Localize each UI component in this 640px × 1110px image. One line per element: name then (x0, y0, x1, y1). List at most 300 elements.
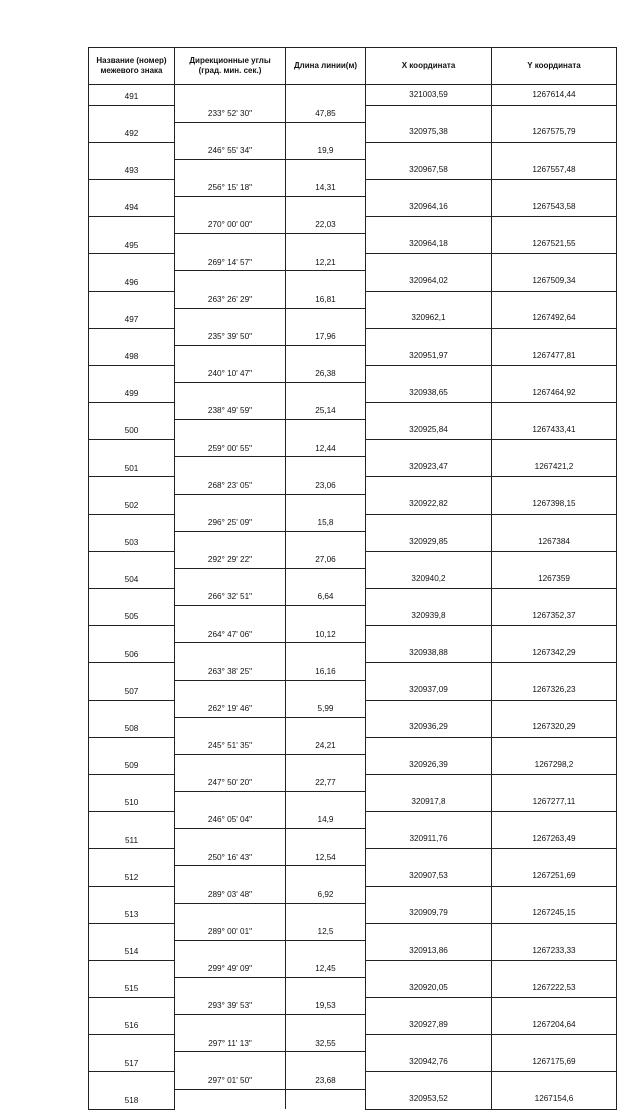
empty-cell (492, 849, 617, 866)
direction-angle: 266° 32' 51" (175, 589, 286, 606)
x-coordinate: 320953,52 (366, 1089, 492, 1109)
empty-cell (366, 626, 492, 643)
empty-cell (175, 159, 286, 179)
mark-number: 505 (89, 606, 175, 626)
direction-angle: 246° 05' 04" (175, 812, 286, 829)
empty-cell (492, 403, 617, 420)
table-row (89, 1089, 617, 1109)
empty-cell (175, 122, 286, 142)
empty-cell (366, 551, 492, 568)
empty-cell (175, 197, 286, 217)
empty-cell (286, 792, 366, 812)
y-coordinate: 1267263,49 (492, 829, 617, 849)
line-length: 12,44 (286, 440, 366, 457)
empty-cell (366, 365, 492, 382)
y-coordinate: 1267543,58 (492, 197, 617, 217)
direction-angle: 270° 00' 00" (175, 217, 286, 234)
line-length: 26,38 (286, 365, 366, 382)
empty-cell (492, 254, 617, 271)
table-row (89, 923, 617, 940)
empty-cell (89, 700, 175, 717)
empty-cell (89, 663, 175, 680)
y-coordinate: 1267233,33 (492, 940, 617, 960)
table-row (89, 774, 617, 791)
direction-angle: 233° 52' 30" (175, 105, 286, 122)
empty-cell (89, 589, 175, 606)
mark-number: 518 (89, 1089, 175, 1109)
empty-cell (366, 849, 492, 866)
empty-cell (175, 457, 286, 477)
x-coordinate: 320940,2 (366, 568, 492, 588)
empty-cell (366, 812, 492, 829)
y-coordinate: 1267614,44 (492, 85, 617, 106)
empty-cell (89, 923, 175, 940)
empty-cell (175, 420, 286, 440)
table-row (89, 626, 617, 643)
direction-angle: 235° 39' 50" (175, 328, 286, 345)
x-coordinate: 320938,65 (366, 383, 492, 403)
empty-cell (286, 978, 366, 998)
empty-cell (286, 345, 366, 365)
empty-cell (175, 680, 286, 700)
x-coordinate: 320920,05 (366, 978, 492, 998)
boundary-marks-table (88, 47, 617, 1110)
table-row (89, 1015, 617, 1035)
empty-cell (492, 886, 617, 903)
y-coordinate: 1267477,81 (492, 345, 617, 365)
line-length: 14,9 (286, 812, 366, 829)
empty-cell (366, 105, 492, 122)
empty-cell (89, 998, 175, 1015)
line-length: 47,85 (286, 105, 366, 122)
x-coordinate: 320929,85 (366, 531, 492, 551)
direction-angle: 297° 11' 13" (175, 1035, 286, 1052)
x-coordinate: 320964,18 (366, 234, 492, 254)
header-mark-number: Название (номер) межевого знака (89, 48, 175, 85)
y-coordinate: 1267575,79 (492, 122, 617, 142)
mark-number: 496 (89, 271, 175, 291)
empty-cell (366, 700, 492, 717)
table-row (89, 420, 617, 440)
table-row (89, 122, 617, 142)
table-row (89, 1035, 617, 1052)
table-row (89, 754, 617, 774)
y-coordinate: 1267352,37 (492, 606, 617, 626)
empty-cell (89, 142, 175, 159)
table-row (89, 457, 617, 477)
empty-cell (286, 234, 366, 254)
empty-cell (175, 792, 286, 812)
empty-cell (89, 626, 175, 643)
empty-cell (492, 551, 617, 568)
x-coordinate: 320909,79 (366, 903, 492, 923)
empty-cell (366, 663, 492, 680)
empty-cell (175, 866, 286, 886)
table-row (89, 737, 617, 754)
line-length: 19,9 (286, 142, 366, 159)
empty-cell (89, 217, 175, 234)
direction-angle: 264° 47' 06" (175, 626, 286, 643)
empty-cell (286, 829, 366, 849)
x-coordinate: 320975,38 (366, 122, 492, 142)
y-coordinate: 1267245,15 (492, 903, 617, 923)
empty-cell (492, 477, 617, 494)
mark-number: 499 (89, 383, 175, 403)
x-coordinate: 320942,76 (366, 1052, 492, 1072)
direction-angle: 293° 39' 53" (175, 998, 286, 1015)
empty-cell (175, 568, 286, 588)
empty-cell (366, 737, 492, 754)
empty-cell (286, 717, 366, 737)
mark-number: 504 (89, 568, 175, 588)
empty-cell (89, 551, 175, 568)
empty-cell (175, 1089, 286, 1109)
table-row (89, 700, 617, 717)
empty-cell (286, 420, 366, 440)
x-coordinate: 320938,88 (366, 643, 492, 663)
empty-cell (175, 345, 286, 365)
empty-cell (492, 365, 617, 382)
mark-number: 514 (89, 940, 175, 960)
empty-cell (89, 812, 175, 829)
empty-cell (366, 291, 492, 308)
empty-cell (89, 1072, 175, 1089)
table-row (89, 217, 617, 234)
empty-cell (492, 1072, 617, 1089)
direction-angle: 268° 23' 05" (175, 477, 286, 494)
x-coordinate: 320964,02 (366, 271, 492, 291)
table-row (89, 960, 617, 977)
empty-cell (89, 774, 175, 791)
empty-cell (89, 179, 175, 196)
x-coordinate: 320917,8 (366, 792, 492, 812)
table-row (89, 234, 617, 254)
mark-number: 492 (89, 122, 175, 142)
empty-cell (366, 998, 492, 1015)
direction-angle: 263° 38' 25" (175, 663, 286, 680)
table-row (89, 531, 617, 551)
table-row (89, 254, 617, 271)
line-length: 6,92 (286, 886, 366, 903)
empty-cell (89, 254, 175, 271)
y-coordinate: 1267154,6 (492, 1089, 617, 1109)
direction-angle: 250° 16' 43" (175, 849, 286, 866)
empty-cell (286, 383, 366, 403)
table-row (89, 903, 617, 923)
empty-cell (89, 328, 175, 345)
table-row (89, 514, 617, 531)
empty-cell (366, 589, 492, 606)
mark-number: 513 (89, 903, 175, 923)
mark-number: 506 (89, 643, 175, 663)
y-coordinate: 1267251,69 (492, 866, 617, 886)
empty-cell (366, 142, 492, 159)
direction-angle: 292° 29' 22" (175, 551, 286, 568)
empty-cell (492, 589, 617, 606)
table-row (89, 978, 617, 998)
line-length: 22,77 (286, 774, 366, 791)
direction-angle: 259° 00' 55" (175, 440, 286, 457)
empty-cell (89, 403, 175, 420)
empty-cell (492, 105, 617, 122)
empty-cell (492, 626, 617, 643)
empty-cell (366, 328, 492, 345)
line-length: 12,45 (286, 960, 366, 977)
table-row (89, 85, 617, 106)
x-coordinate: 320911,76 (366, 829, 492, 849)
table-header-row (89, 48, 617, 85)
empty-cell (366, 514, 492, 531)
empty-cell (286, 1015, 366, 1035)
x-coordinate: 320927,89 (366, 1015, 492, 1035)
y-coordinate: 1267521,55 (492, 234, 617, 254)
empty-cell (175, 494, 286, 514)
table-row (89, 105, 617, 122)
y-coordinate: 1267509,34 (492, 271, 617, 291)
line-length: 14,31 (286, 179, 366, 196)
x-coordinate: 321003,59 (366, 85, 492, 106)
header-x-coordinate: X координата (366, 48, 492, 85)
mark-number: 515 (89, 978, 175, 998)
empty-cell (286, 159, 366, 179)
empty-cell (89, 477, 175, 494)
x-coordinate: 320967,58 (366, 159, 492, 179)
empty-cell (286, 122, 366, 142)
empty-cell (366, 403, 492, 420)
y-coordinate: 1267320,29 (492, 717, 617, 737)
empty-cell (286, 866, 366, 886)
empty-cell (89, 1035, 175, 1052)
empty-cell (175, 234, 286, 254)
empty-cell (175, 1015, 286, 1035)
empty-cell (366, 1035, 492, 1052)
empty-cell (89, 365, 175, 382)
table-row (89, 271, 617, 291)
mark-number: 494 (89, 197, 175, 217)
line-length: 12,21 (286, 254, 366, 271)
y-coordinate: 1267326,23 (492, 680, 617, 700)
empty-cell (492, 142, 617, 159)
table-row (89, 812, 617, 829)
empty-cell (175, 717, 286, 737)
table-row (89, 551, 617, 568)
line-length: 16,16 (286, 663, 366, 680)
empty-cell (286, 197, 366, 217)
empty-cell (89, 960, 175, 977)
empty-cell (492, 700, 617, 717)
y-coordinate: 1267277,11 (492, 792, 617, 812)
empty-cell (492, 291, 617, 308)
table-row (89, 345, 617, 365)
header-line-length: Длина линии(м) (286, 48, 366, 85)
direction-angle: 269° 14' 57" (175, 254, 286, 271)
mark-number: 516 (89, 1015, 175, 1035)
table-row (89, 886, 617, 903)
line-length: 25,14 (286, 403, 366, 420)
empty-cell (175, 308, 286, 328)
table-row (89, 680, 617, 700)
table-row (89, 291, 617, 308)
empty-cell (286, 568, 366, 588)
empty-cell (175, 1052, 286, 1072)
line-length: 22,03 (286, 217, 366, 234)
table-row (89, 606, 617, 626)
x-coordinate: 320925,84 (366, 420, 492, 440)
empty-cell (492, 328, 617, 345)
empty-cell (492, 514, 617, 531)
empty-cell (286, 754, 366, 774)
table-row (89, 940, 617, 960)
table-row (89, 998, 617, 1015)
table-row (89, 792, 617, 812)
x-coordinate: 320962,1 (366, 308, 492, 328)
empty-cell (366, 179, 492, 196)
mark-number: 500 (89, 420, 175, 440)
mark-number: 517 (89, 1052, 175, 1072)
direction-angle: 263° 26' 29" (175, 291, 286, 308)
empty-cell (492, 1035, 617, 1052)
x-coordinate: 320922,82 (366, 494, 492, 514)
empty-cell (175, 606, 286, 626)
empty-cell (286, 531, 366, 551)
direction-angle: 246° 55' 34" (175, 142, 286, 159)
empty-cell (286, 1089, 366, 1109)
empty-cell (366, 477, 492, 494)
y-coordinate: 1267298,2 (492, 754, 617, 774)
y-coordinate: 1267222,53 (492, 978, 617, 998)
table-body (89, 85, 617, 1110)
empty-cell (175, 940, 286, 960)
table-row (89, 477, 617, 494)
table-row (89, 142, 617, 159)
table-row (89, 663, 617, 680)
direction-angle: 299° 49' 09" (175, 960, 286, 977)
empty-cell (89, 886, 175, 903)
x-coordinate: 320907,53 (366, 866, 492, 886)
empty-cell (286, 1052, 366, 1072)
empty-cell (492, 737, 617, 754)
line-length: 19,53 (286, 998, 366, 1015)
empty-cell (89, 849, 175, 866)
line-length: 10,12 (286, 626, 366, 643)
empty-cell (175, 829, 286, 849)
empty-cell (366, 440, 492, 457)
table-row (89, 589, 617, 606)
table-row (89, 383, 617, 403)
empty-cell (89, 514, 175, 531)
mark-number: 510 (89, 792, 175, 812)
table-row (89, 179, 617, 196)
direction-angle: 289° 00' 01" (175, 923, 286, 940)
empty-cell (366, 923, 492, 940)
mark-number: 502 (89, 494, 175, 514)
empty-cell (286, 457, 366, 477)
line-length: 23,68 (286, 1072, 366, 1089)
empty-cell (366, 217, 492, 234)
header-direction-angle: Дирекционные углы (град. мин. сек.) (175, 48, 286, 85)
table-row (89, 1052, 617, 1072)
empty-cell (286, 680, 366, 700)
empty-cell (492, 663, 617, 680)
x-coordinate: 320913,86 (366, 940, 492, 960)
table-row (89, 159, 617, 179)
table-row (89, 568, 617, 588)
mark-number: 497 (89, 308, 175, 328)
direction-angle: 240° 10' 47" (175, 365, 286, 382)
y-coordinate: 1267557,48 (492, 159, 617, 179)
direction-angle: 256° 15' 18" (175, 179, 286, 196)
direction-angle: 247° 50' 20" (175, 774, 286, 791)
y-coordinate: 1267433,41 (492, 420, 617, 440)
empty-cell (286, 940, 366, 960)
empty-cell (286, 643, 366, 663)
empty-cell (175, 643, 286, 663)
mark-number: 512 (89, 866, 175, 886)
empty-cell (492, 923, 617, 940)
y-coordinate: 1267359 (492, 568, 617, 588)
mark-number: 511 (89, 829, 175, 849)
table-row (89, 829, 617, 849)
empty-cell (89, 440, 175, 457)
line-length: 32,55 (286, 1035, 366, 1052)
empty-cell (366, 886, 492, 903)
empty-cell (175, 383, 286, 403)
line-length: 23,06 (286, 477, 366, 494)
empty-cell (175, 531, 286, 551)
empty-cell (366, 1072, 492, 1089)
table-row (89, 866, 617, 886)
empty-cell (492, 998, 617, 1015)
table-row (89, 643, 617, 663)
direction-angle: 296° 25' 09" (175, 514, 286, 531)
line-length: 6,64 (286, 589, 366, 606)
empty-cell (89, 737, 175, 754)
y-coordinate: 1267204,64 (492, 1015, 617, 1035)
direction-angle: 238° 49' 59" (175, 403, 286, 420)
empty-cell (286, 606, 366, 626)
mark-number: 503 (89, 531, 175, 551)
empty-cell (492, 179, 617, 196)
empty-cell (366, 774, 492, 791)
y-coordinate: 1267398,15 (492, 494, 617, 514)
empty-cell (286, 494, 366, 514)
x-coordinate: 320926,39 (366, 754, 492, 774)
empty-cell (492, 440, 617, 457)
line-length: 12,54 (286, 849, 366, 866)
table-row (89, 308, 617, 328)
table-row (89, 403, 617, 420)
mark-number: 493 (89, 159, 175, 179)
table-row (89, 849, 617, 866)
table-row (89, 328, 617, 345)
empty-cell (286, 85, 366, 106)
empty-cell (286, 271, 366, 291)
line-length: 5,99 (286, 700, 366, 717)
x-coordinate: 320964,16 (366, 197, 492, 217)
empty-cell (492, 812, 617, 829)
empty-cell (366, 960, 492, 977)
line-length: 12,5 (286, 923, 366, 940)
empty-cell (175, 85, 286, 106)
direction-angle: 289° 03' 48" (175, 886, 286, 903)
line-length: 24,21 (286, 737, 366, 754)
empty-cell (286, 903, 366, 923)
mark-number: 491 (89, 85, 175, 106)
x-coordinate: 320951,97 (366, 345, 492, 365)
y-coordinate: 1267175,69 (492, 1052, 617, 1072)
line-length: 15,8 (286, 514, 366, 531)
y-coordinate: 1267464,92 (492, 383, 617, 403)
